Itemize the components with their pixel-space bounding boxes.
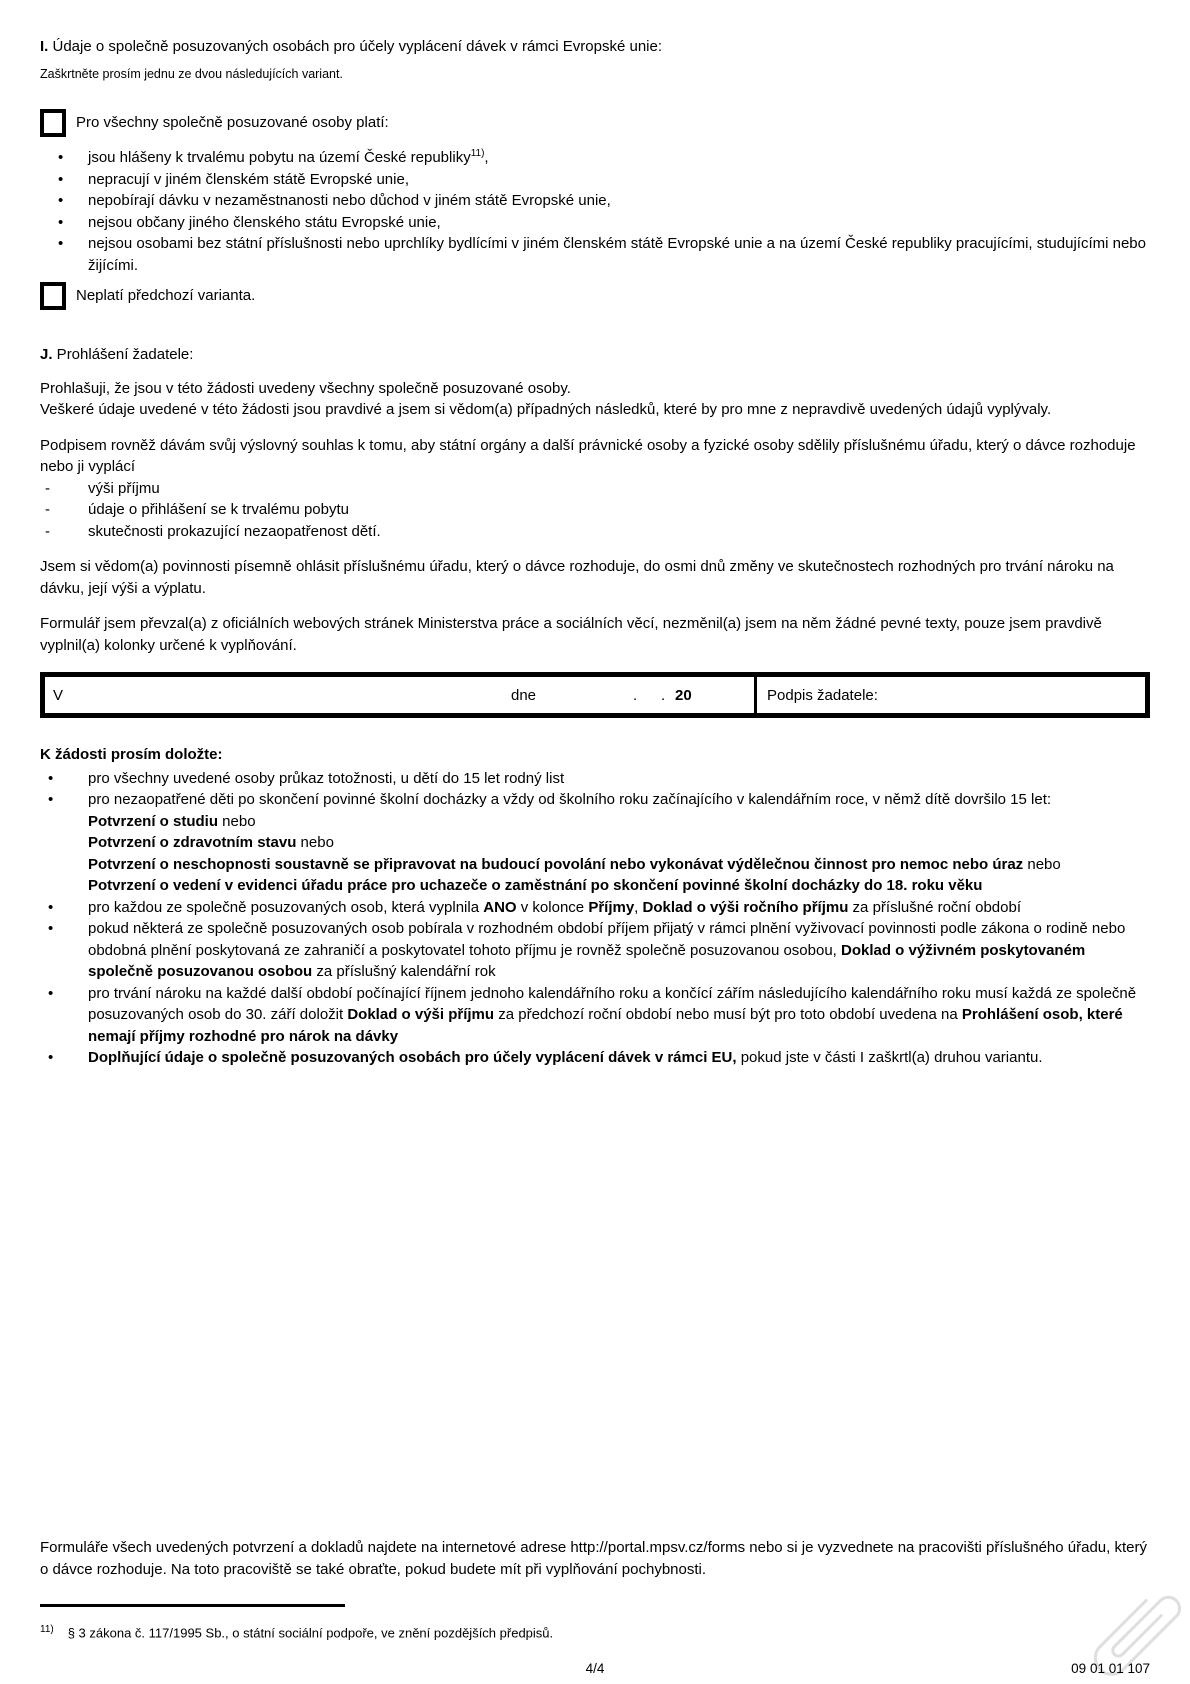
bullet-icon: •: [48, 1049, 54, 1066]
bullet-text: nepracují v jiném členském státě Evropské unie,: [88, 170, 409, 188]
footnote-11: [40, 1619, 1150, 1644]
page-footer: [40, 1537, 1150, 1684]
attachments-list: [40, 768, 1150, 1069]
footnote-divider: [40, 1604, 345, 1607]
signature-cell[interactable]: [757, 677, 1145, 713]
declaration-p5: Formulář jsem převzal(a) z oficiálních webových stránek Ministerstva práce a sociálních věcí, nezměnil(a) jsem na něm žádné pevné texty, pouze jsem pravdivě vyplnil(a) kolonky určené k vyplňování.: [40, 615, 1102, 654]
year-prefix: 20: [675, 687, 692, 704]
bullet-icon: •: [48, 791, 54, 808]
attachment-text: pro každou ze společně posuzovaných osob, která vyplnila ANO v kolonce Příjmy, Doklad o výši ročního příjmu za příslušné roční období: [88, 898, 1021, 916]
variant2-checkbox[interactable]: [40, 282, 66, 310]
list-item: [40, 233, 1150, 276]
list-item: [40, 499, 1150, 521]
bullet-icon: •: [58, 170, 64, 188]
bullet-icon: •: [48, 769, 54, 787]
declaration-p2: Veškeré údaje uvedené v této žádosti jsou pravdivé a jsem si vědom(a) případných následků, které by pro mne z nepravdivě uvedených údajů vyplývaly.: [40, 401, 1052, 418]
footnote-ref-11: 11): [470, 148, 485, 159]
list-item: [40, 768, 1150, 790]
attachment-text: pro nezaopatřené děti po skončení povinné školní docházky a vždy od školního roku začínajícího v kalendářním roce, v němž dítě dovršilo 15 let: Potvrzení o studiu nebo Potvrzení o zdravotním stavu nebo Potvrzení o neschopnosti soustavně se připravovat na budoucí povolání nebo vykonávat výdělečnou činnost pro nemoc nebo úraz nebo Potvrzení o vedení v evidenci úřadu práce pro uchazeče o zaměstnání po skončení povinné školní docházky do 18. roku věku: [88, 791, 1061, 894]
declaration-p4: Jsem si vědom(a) povinnosti písemně ohlásit příslušnému úřadu, který o dávce rozhoduje, do osmi dnů změny ve skutečnostech rozhodných pro trvání nároku na dávku, její výši a výplatu.: [40, 558, 1114, 597]
dash-icon: -: [45, 501, 50, 518]
variant1-checkbox[interactable]: [40, 109, 66, 137]
attachments-heading: K žádosti prosím doložte:: [40, 746, 223, 763]
footer-paragraph: Formuláře všech uvedených potvrzení a dokladů najdete na internetové adrese http://portal.mpsv.cz/forms nebo si je vyzvednete na pracovišti příslušného úřadu, který o dávce rozhoduje. Na toto pracoviště se také obraťte, pokud budete mít při vyplňování pochybnosti.: [40, 1539, 1147, 1578]
list-item: [40, 190, 1150, 212]
signature-table: [40, 672, 1150, 718]
section-j-title: Prohlášení žadatele:: [52, 346, 194, 363]
variant2-label: Neplatí předchozí varianta.: [76, 287, 256, 305]
attachment-text: pro všechny uvedené osoby průkaz totožnosti, u dětí do 15 let rodný list: [88, 769, 565, 787]
attachment-text: pokud některá ze společně posuzovaných osob pobírala v rozhodném období příjem přijatý v rámci plnění vyživovací povinnosti podle zákona o rodině nebo obdobná plnění poskytovaná ze zahraničí a poskytovatel tohoto příjmu je rovněž společně posuzovanou osobou, Doklad o výživném poskytovaném společně posuzovanou osobou za příslušný kalendářní rok: [88, 920, 1126, 980]
footnote-text: § 3 zákona č. 117/1995 Sb., o státní sociální podpoře, ve znění pozdějších předpisů.: [67, 1625, 554, 1641]
declaration-p3: Podpisem rovněž dávám svůj výslovný souhlas k tomu, aby státní orgány a další právnické osoby a fyzické osoby sdělily příslušnému úřadu, který o dávce rozhoduje nebo ji vyplácí: [40, 436, 1136, 475]
attachment-text: Doplňující údaje o společně posuzovaných osobách pro účely vyplácení dávek v rámci EU, pokud jste v části I zaškrtl(a) druhou variantu.: [88, 1049, 1043, 1066]
list-item: [40, 169, 1150, 191]
form-number: 09 01 01 107: [1071, 1661, 1150, 1676]
list-item: [40, 147, 1150, 169]
bullet-text: nejsou občany jiného členského státu Evropské unie,: [88, 213, 441, 231]
dash-icon: -: [45, 522, 50, 540]
section-j-heading: [40, 344, 1150, 366]
section-i-letter: I.: [40, 38, 49, 55]
dash-text: výši příjmu: [88, 479, 160, 497]
variant-1-row: [40, 109, 1150, 137]
bullet-icon: •: [48, 898, 54, 916]
bullet-icon: •: [58, 192, 64, 209]
date-label: dne: [511, 687, 537, 704]
section-i-note: Zaškrtněte prosím jednu ze dvou následujících variant.: [40, 66, 343, 81]
list-item: [40, 478, 1150, 500]
bullet-icon: •: [58, 213, 64, 231]
bullet-icon: •: [58, 149, 64, 166]
bullet-text: nejsou osobami bez státní příslušnosti nebo uprchlíky bydlícími v jiném členském státě Evropské unie a na území České republiky pracujícími, studujícími nebo žijícími.: [88, 235, 1146, 274]
bullet-text: jsou hlášeny k trvalému pobytu na území České republiky$^{11)}$,: [88, 148, 489, 166]
list-item: [40, 897, 1150, 919]
dash-icon: -: [45, 479, 50, 497]
list-item: [40, 212, 1150, 234]
section-i-heading: [40, 36, 1150, 58]
footnote-marker: 11): [40, 1624, 54, 1636]
declaration-p1: Prohlašuji, že jsou v této žádosti uvedeny všechny společně posuzované osoby.: [40, 379, 571, 397]
dash-text: skutečnosti prokazující nezaopatřenost dětí.: [88, 522, 381, 540]
date-dot1: .: [633, 687, 638, 704]
consent-dash-list: [40, 478, 1150, 543]
section-i-title: Údaje o společně posuzovaných osobách pro účely vyplácení dávek v rámci Evropské unie:: [48, 38, 663, 55]
bullet-icon: •: [48, 920, 54, 937]
dash-text: údaje o přihlášení se k trvalému pobytu: [88, 501, 349, 518]
variant-2-row: [40, 282, 1150, 310]
place-date-cell[interactable]: [45, 677, 757, 713]
list-item: [40, 1047, 1150, 1069]
list-item: [40, 918, 1150, 983]
list-item: [40, 789, 1150, 897]
section-j-letter: J.: [40, 346, 53, 363]
variant1-label: Pro všechny společně posuzované osoby platí:: [76, 114, 389, 132]
variant1-bullet-list: [40, 147, 1150, 276]
signature-label: Podpis žadatele:: [767, 687, 878, 704]
place-prefix: V: [53, 687, 64, 704]
bullet-text: nepobírají dávku v nezaměstnanosti nebo důchod v jiném státě Evropské unie,: [88, 192, 611, 209]
list-item: [40, 983, 1150, 1048]
page-number: 4/4: [585, 1661, 605, 1676]
bullet-icon: •: [48, 984, 54, 1002]
page-number-row: [40, 1654, 1150, 1684]
bullet-icon: •: [58, 235, 64, 252]
attachment-text: pro trvání nároku na každé další období počínající říjnem jednoho kalendářního roku a končící zářím následujícího kalendářního roku musí každá ze společně posuzovaných osob do 30. září doložit Doklad o výši příjmu za předchozí roční období nebo musí být pro toto období uvedena na Prohlášení osob, které nemají příjmy rozhodné pro nárok na dávky: [88, 984, 1137, 1045]
date-dot2: .: [661, 687, 666, 704]
list-item: [40, 521, 1150, 543]
